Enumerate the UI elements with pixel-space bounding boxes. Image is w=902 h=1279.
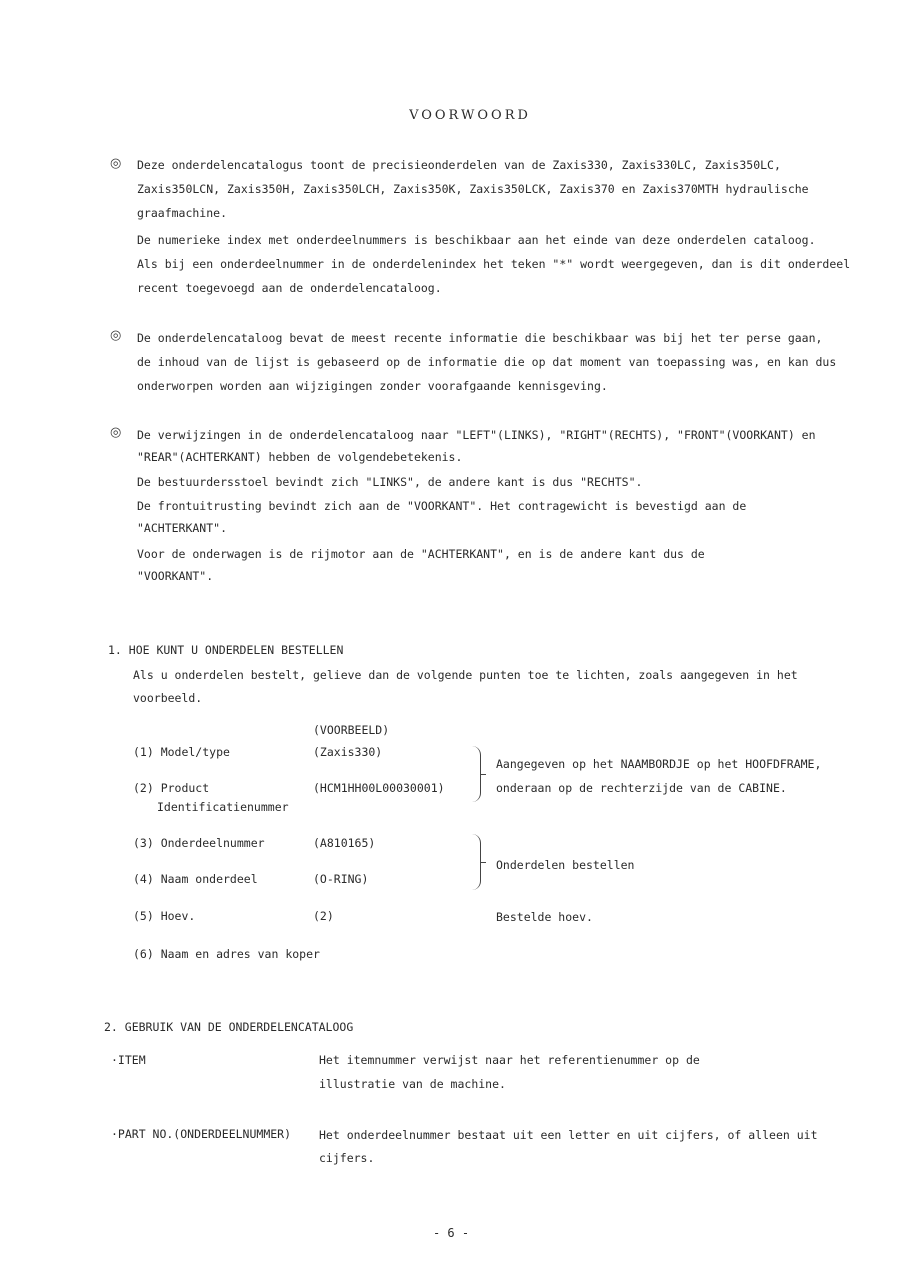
section-1-heading: 1. HOE KUNT U ONDERDELEN BESTELLEN xyxy=(108,643,344,657)
page-title: VOORWOORD xyxy=(409,108,531,123)
note-quantity: Bestelde hoev. xyxy=(496,910,593,924)
intro-p1-line: Als bij een onderdeelnummer in de onderdelenindex het teken "*" wordt weergegeven, dan is dit onderdeel xyxy=(137,257,851,271)
intro-p3-line: "REAR"(ACHTERKANT) hebben de volgendebetekenis. xyxy=(137,450,463,464)
order-row-label: (5) Hoev. xyxy=(133,909,196,923)
example-header: (VOORBEELD) xyxy=(313,723,390,737)
intro-p3-line: "VOORKANT". xyxy=(137,569,214,583)
order-row-value: (Zaxis330) xyxy=(313,745,383,759)
order-row-value: (A810165) xyxy=(313,836,376,850)
intro-p2-line: De onderdelencataloog bevat de meest recente informatie die beschikbaar was bij het ter perse gaan, xyxy=(137,331,823,345)
intro-p2-line: onderworpen worden aan wijzigingen zonder voorafgaande kennisgeving. xyxy=(137,379,608,393)
intro-p2-line: de inhoud van de lijst is gebaseerd op de informatie die op dat moment van toepassing was, en kan dus xyxy=(137,355,837,369)
order-row-label: (4) Naam onderdeel xyxy=(133,872,258,886)
intro-p3-line: De verwijzingen in de onderdelencataloog naar "LEFT"(LINKS), "RIGHT"(RECHTS), "FRONT"(VOORKANT) en xyxy=(137,428,816,442)
bullet-mark: ◎ xyxy=(110,328,122,343)
note-nameplate: onderaan op de rechterzijde van de CABINE. xyxy=(496,781,787,795)
section-1-body: voorbeeld. xyxy=(133,691,203,705)
intro-p1-line: recent toegevoegd aan de onderdelencataloog. xyxy=(137,281,442,295)
order-row-label-2: Identificatienummer xyxy=(157,800,289,814)
bullet-mark: ◎ xyxy=(110,425,122,440)
brace-bracket xyxy=(472,746,481,802)
order-row-label: (6) Naam en adres van koper xyxy=(133,947,320,961)
order-row-value: (HCM1HH00L00030001) xyxy=(313,781,445,795)
bullet-mark: ◎ xyxy=(110,156,122,171)
term-part-no: ·PART NO.(ONDERDEELNUMMER) xyxy=(111,1127,292,1141)
page-number: - 6 - xyxy=(432,1226,470,1240)
brace-bracket xyxy=(472,834,481,890)
intro-p1-line: Deze onderdelencatalogus toont de precisieonderdelen van de Zaxis330, Zaxis330LC, Zaxis350LC, xyxy=(137,158,781,172)
intro-p3-line: De frontuitrusting bevindt zich aan de "VOORKANT". Het contragewicht is bevestigd aan de xyxy=(137,499,747,513)
term-description: cijfers. xyxy=(319,1151,375,1165)
intro-p1-line: Zaxis350LCN, Zaxis350H, Zaxis350LCH, Zaxis350K, Zaxis350LCK, Zaxis370 en Zaxis370MTH hydraulische xyxy=(137,182,809,196)
order-row-value: (O-RING) xyxy=(313,872,369,886)
term-description: Het itemnummer verwijst naar het referentienummer op de xyxy=(319,1053,700,1067)
section-1-body: Als u onderdelen bestelt, gelieve dan de volgende punten toe te lichten, zoals aangegeven in het xyxy=(133,668,798,682)
note-nameplate: Aangegeven op het NAAMBORDJE op het HOOFDFRAME, xyxy=(496,757,822,771)
order-row-label: (1) Model/type xyxy=(133,745,230,759)
intro-p3-line: "ACHTERKANT". xyxy=(137,521,228,535)
order-row-value: (2) xyxy=(313,909,334,923)
order-row-label: (3) Onderdeelnummer xyxy=(133,836,265,850)
term-item: ·ITEM xyxy=(111,1053,146,1067)
term-description: Het onderdeelnummer bestaat uit een letter en uit cijfers, of alleen uit xyxy=(319,1128,818,1142)
intro-p1-line: De numerieke index met onderdeelnummers is beschikbaar aan het einde van deze onderdelen cataloog. xyxy=(137,233,816,247)
order-row-label: (2) Product xyxy=(133,781,210,795)
term-description: illustratie van de machine. xyxy=(319,1077,506,1091)
intro-p3-line: De bestuurdersstoel bevindt zich "LINKS", de andere kant is dus "RECHTS". xyxy=(137,475,643,489)
intro-p3-line: Voor de onderwagen is de rijmotor aan de "ACHTERKANT", en is de andere kant dus de xyxy=(137,547,705,561)
note-order-parts: Onderdelen bestellen xyxy=(496,858,635,872)
section-2-heading: 2. GEBRUIK VAN DE ONDERDELENCATALOOG xyxy=(104,1020,354,1034)
intro-p1-line: graafmachine. xyxy=(137,206,228,220)
